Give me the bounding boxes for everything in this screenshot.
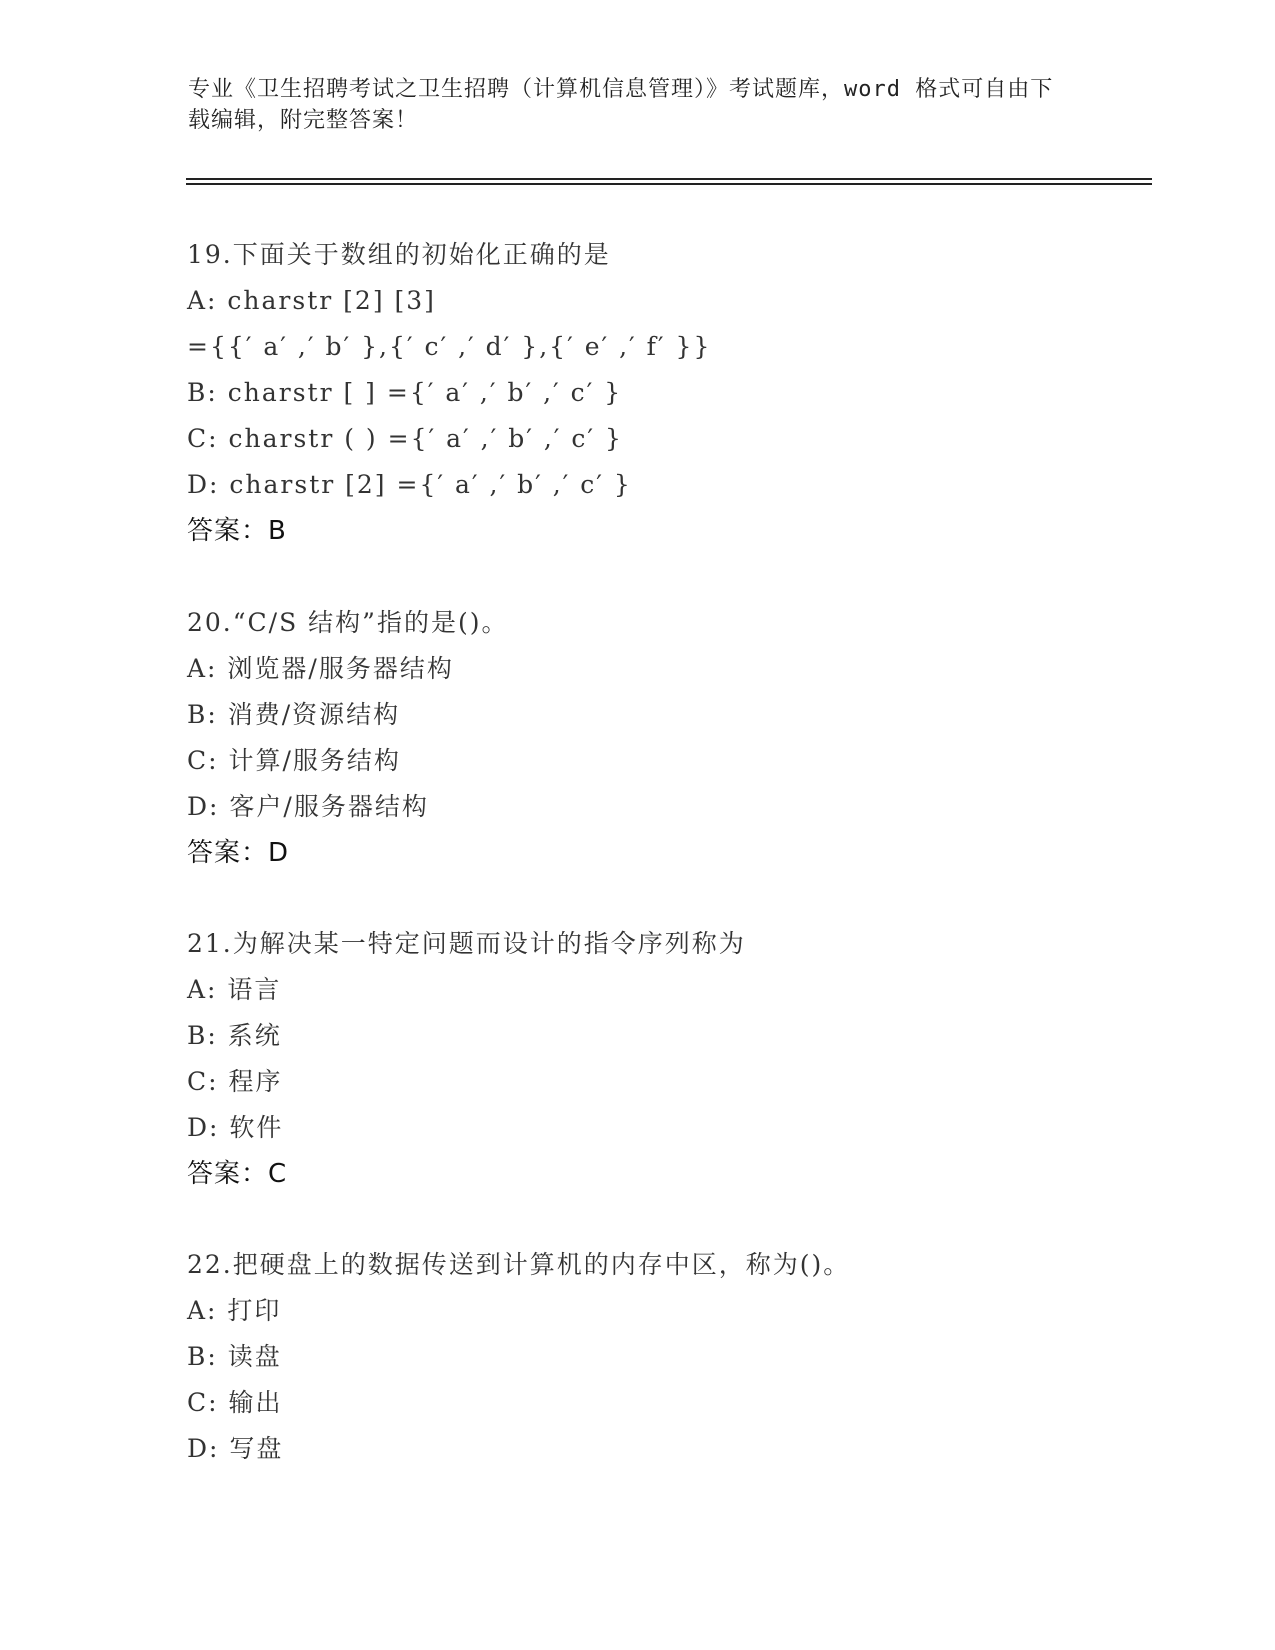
question-20 xyxy=(187,600,1147,876)
option-c: C: charstr ( ) ={′ a′ ,′ b′ ,′ c′ } xyxy=(187,424,623,453)
option-a-continued: ={{′ a′ ,′ b′ },{′ c′ ,′ d′ },{′ e′ ,′ f′ }} xyxy=(187,332,712,361)
option-a: A: charstr [2] [3] xyxy=(187,286,436,315)
option-b: B: 消费/资源结构 xyxy=(187,700,401,729)
answer-label: 答案：B xyxy=(187,516,287,546)
option-d: D: charstr [2] ={′ a′ ,′ b′ ,′ c′ } xyxy=(187,470,632,499)
option-b: B: 读盘 xyxy=(187,1342,282,1371)
answer-label: 答案：C xyxy=(187,1159,288,1189)
question-stem: 22.把硬盘上的数据传送到计算机的内存中区，称为()。 xyxy=(187,1250,851,1279)
question-stem: 20.“C/S 结构”指的是()。 xyxy=(187,608,509,637)
option-a: A: 打印 xyxy=(187,1296,282,1325)
option-d: D: 写盘 xyxy=(187,1434,284,1463)
option-b: B: 系统 xyxy=(187,1021,282,1050)
document-header-intro: 专业《卫生招聘考试之卫生招聘（计算机信息管理）》考试题库，word 格式可自由下载编辑，附完整答案！ xyxy=(188,77,1054,133)
option-b: B: charstr [ ] ={′ a′ ,′ b′ ,′ c′ } xyxy=(187,378,623,407)
option-d: D: 客户/服务器结构 xyxy=(187,792,429,821)
answer-label: 答案：D xyxy=(187,838,290,868)
option-a: A: 语言 xyxy=(187,975,282,1004)
header-divider-top xyxy=(186,178,1152,180)
question-stem: 19.下面关于数组的初始化正确的是 xyxy=(187,240,611,269)
header-divider-bottom xyxy=(186,183,1152,185)
option-d: D: 软件 xyxy=(187,1113,284,1142)
option-a: A: 浏览器/服务器结构 xyxy=(187,654,454,683)
question-19 xyxy=(187,232,1147,554)
option-c: C: 计算/服务结构 xyxy=(187,746,401,775)
question-22 xyxy=(187,1242,1147,1472)
option-c: C: 输出 xyxy=(187,1388,283,1417)
option-c: C: 程序 xyxy=(187,1067,283,1096)
question-21 xyxy=(187,921,1147,1197)
question-stem: 21.为解决某一特定问题而设计的指令序列称为 xyxy=(187,929,746,958)
